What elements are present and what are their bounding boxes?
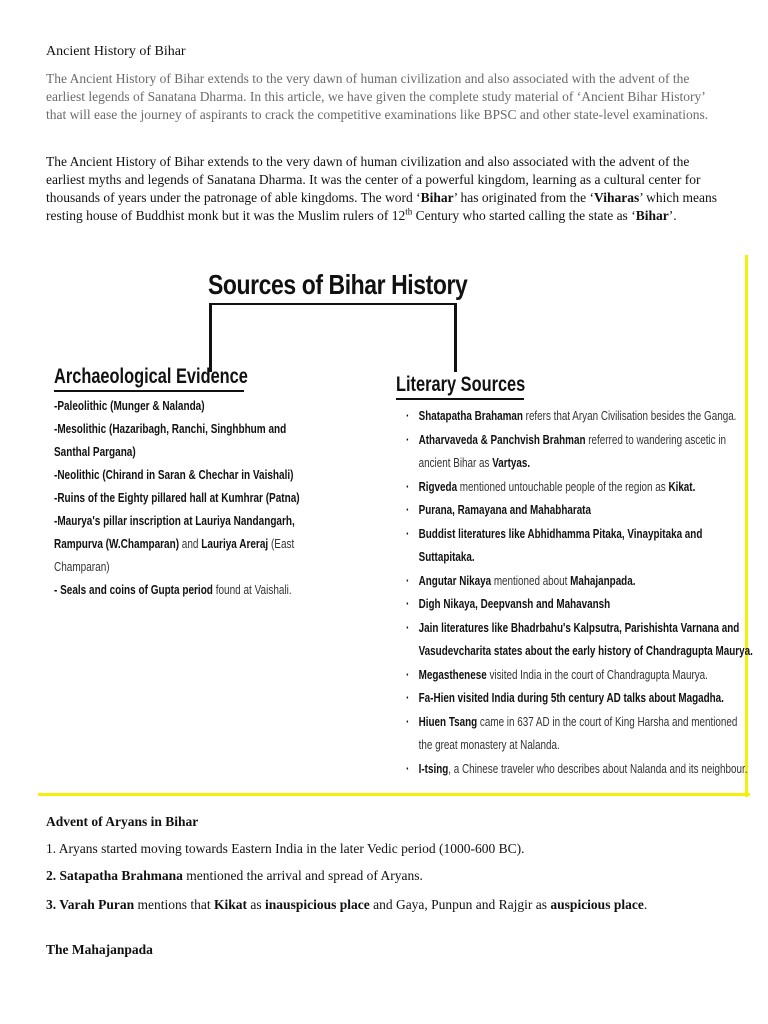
- item-bold-text: -Mesolithic (Hazaribagh, Ranchi, Singhbhum and: [54, 422, 287, 436]
- superscript-th: th: [405, 206, 413, 217]
- literary-heading: Literary Sources: [396, 373, 526, 396]
- item-text: referred to wandering ascetic in: [585, 432, 727, 447]
- item-bold-text: Santhal Pargana): [54, 445, 136, 459]
- archaeological-item: [54, 579, 354, 602]
- item-text: found at Vaishali.: [212, 583, 292, 597]
- literary-item: [406, 429, 758, 476]
- item-bold-text: I-tsing: [418, 761, 449, 776]
- intro-text: ’ which means resting house of Buddhist monk but it was the Muslim rulers of 12: [46, 190, 717, 223]
- item-text: Champaran): [54, 560, 110, 574]
- item-continuation: [419, 452, 759, 476]
- bold-text: Kikat: [214, 897, 248, 912]
- literary-item: [406, 570, 758, 594]
- item-bold-text: Mahajanpada.: [570, 573, 636, 588]
- archaeological-item: [54, 533, 354, 556]
- item-bold-text: Rigveda: [418, 479, 458, 494]
- literary-item: [406, 687, 758, 711]
- intro-paragraph: [46, 153, 726, 225]
- heading-underline: [54, 390, 244, 392]
- item-text: the great monastery at Nalanda.: [418, 738, 560, 752]
- item-continuation: [419, 546, 759, 570]
- item-bold-text: Vartyas.: [492, 456, 531, 470]
- literary-item: [406, 664, 758, 688]
- item-text: ancient Bihar as: [418, 456, 493, 470]
- archaeological-item: [54, 510, 354, 533]
- archaeological-item: [54, 487, 354, 510]
- connector-horizontal: [209, 303, 457, 305]
- literary-item: [406, 499, 758, 523]
- item-text: and: [179, 537, 202, 551]
- literary-item: [406, 758, 758, 782]
- plain-text: mentioned the arrival and spread of Aryans.: [182, 868, 423, 883]
- bold-text: inauspicious place: [265, 897, 370, 912]
- item-bold-text: Megasthenese: [418, 667, 487, 682]
- item-continuation: [419, 734, 759, 758]
- archaeological-item: [54, 418, 354, 441]
- item-bold-text: -Maurya's pillar inscription at Lauriya Nandangarh,: [54, 514, 295, 528]
- item-continuation: [419, 640, 759, 664]
- literary-item: [406, 711, 758, 758]
- item-text: , a Chinese traveler who describes about Nalanda and its neighbour.: [448, 761, 748, 776]
- item-text: (East: [268, 537, 295, 551]
- archaeological-item: [54, 395, 354, 418]
- plain-text: .: [643, 897, 648, 912]
- item-bold-text: Buddist literatures like Abhidhamma Pitaka, Vinaypitaka and: [418, 526, 703, 541]
- intro-gray-paragraph: The Ancient History of Bihar extends to the very dawn of human civilization and also associated with the advent of the earliest legends of Sanatana Dharma. In this article, we have given the complete study material of ‘Ancient Bihar History’ that will ease the journey of aspirants to crack the competitive examinations like BPSC and other state-level examinations.: [46, 71, 709, 122]
- item-bold-text: Suttapitaka.: [418, 550, 475, 564]
- aryans-point-3: [46, 896, 726, 914]
- item-bold-text: Rampurva (W.Champaran): [54, 537, 180, 551]
- literary-item: [406, 617, 758, 664]
- intro-text: ’ has originated from the ‘: [453, 190, 594, 205]
- item-bold-text: Hiuen Tsang: [418, 714, 478, 729]
- intro-text: The Ancient History of Bihar extends to the very dawn of human civilization and also associated with the advent of the earliest myths and legends of Sanatana Dharma. It was the center of a powerful kingdom, learning as a cultural center for thousands of years under the patronage of able kingdoms. The word ‘: [46, 154, 701, 205]
- item-text: mentioned untouchable people of the region as: [457, 479, 669, 494]
- item-bold-text: Kikat.: [668, 479, 696, 494]
- aryans-point-2: [46, 868, 423, 884]
- literary-list: [406, 405, 753, 781]
- archaeological-item: [54, 464, 354, 487]
- item-bold-text: Fa-Hien visited India during 5th century AD talks about Magadha.: [418, 691, 724, 705]
- item-bold-text: Atharvaveda & Panchvish Brahman: [418, 432, 586, 447]
- section-heading-mahajanpada: The Mahajanpada: [46, 942, 153, 957]
- item-bold-text: Digh Nikaya, Deepvansh and Mahavansh: [418, 597, 611, 611]
- item-bold-text: -Neolithic (Chirand in Saran & Chechar in Vaishali): [54, 468, 294, 482]
- aryans-point-1: 1. Aryans started moving towards Eastern India in the later Vedic period (1000-600 BC).: [46, 841, 525, 856]
- item-bold-text: -Ruins of the Eighty pillared hall at Kumhrar (Patna): [54, 491, 300, 505]
- intro-text: ’.: [668, 208, 677, 223]
- connector-left: [209, 303, 212, 372]
- figure-title: Sources of Bihar History: [208, 269, 468, 300]
- section-heading-aryans: Advent of Aryans in Bihar: [46, 814, 199, 829]
- item-text: refers that Aryan Civilisation besides the Ganga.: [522, 409, 737, 423]
- archaeological-heading: Archaeological Evidence: [54, 365, 248, 388]
- item-bold-text: Angutar Nikaya: [418, 573, 492, 588]
- item-bold-text: - Seals and coins of Gupta period: [54, 583, 213, 597]
- plain-text: and Gaya, Punpun and Rajgir as: [369, 897, 551, 912]
- item-bold-text: Vasudevcharita states about the early history of Chandragupta Maurya.: [418, 644, 753, 658]
- word-bihar: Bihar: [420, 190, 454, 205]
- word-viharas: Viharas: [594, 190, 640, 205]
- literary-item: [406, 476, 758, 500]
- plain-text: as: [247, 897, 266, 912]
- bold-text: 3. Varah Puran: [46, 897, 135, 912]
- connector-right: [454, 303, 457, 372]
- item-bold-text: -Paleolithic (Munger & Nalanda): [54, 399, 205, 413]
- literary-item: [406, 405, 758, 429]
- doc-title: Ancient History of Bihar: [46, 44, 186, 59]
- plain-text: mentions that: [134, 897, 215, 912]
- figure-border-bottom: [38, 793, 750, 796]
- bold-text: auspicious place: [550, 897, 644, 912]
- item-text: visited India in the court of Chandragupta Maurya.: [486, 667, 708, 682]
- bold-text: 2. Satapatha Brahmana: [46, 868, 183, 883]
- item-bold-text: Purana, Ramayana and Mahabharata: [418, 503, 591, 517]
- archaeological-item: [54, 441, 354, 464]
- sources-figure: [38, 255, 753, 797]
- intro-text: Century who started calling the state as ‘: [412, 208, 636, 223]
- heading-underline: [396, 398, 524, 400]
- archaeological-list: [54, 395, 354, 602]
- item-bold-text: Lauriya Areraj: [201, 537, 269, 551]
- word-bihar: Bihar: [635, 208, 669, 223]
- item-text: mentioned about: [491, 573, 571, 588]
- item-bold-text: Shatapatha Brahaman: [418, 409, 523, 423]
- literary-item: [406, 593, 758, 617]
- item-bold-text: Jain literatures like Bhadrbahu's Kalpsutra, Parishishta Varnana and: [418, 620, 740, 635]
- item-text: came in 637 AD in the court of King Harsha and mentioned: [477, 714, 738, 729]
- archaeological-item: [54, 556, 354, 579]
- literary-item: [406, 523, 758, 570]
